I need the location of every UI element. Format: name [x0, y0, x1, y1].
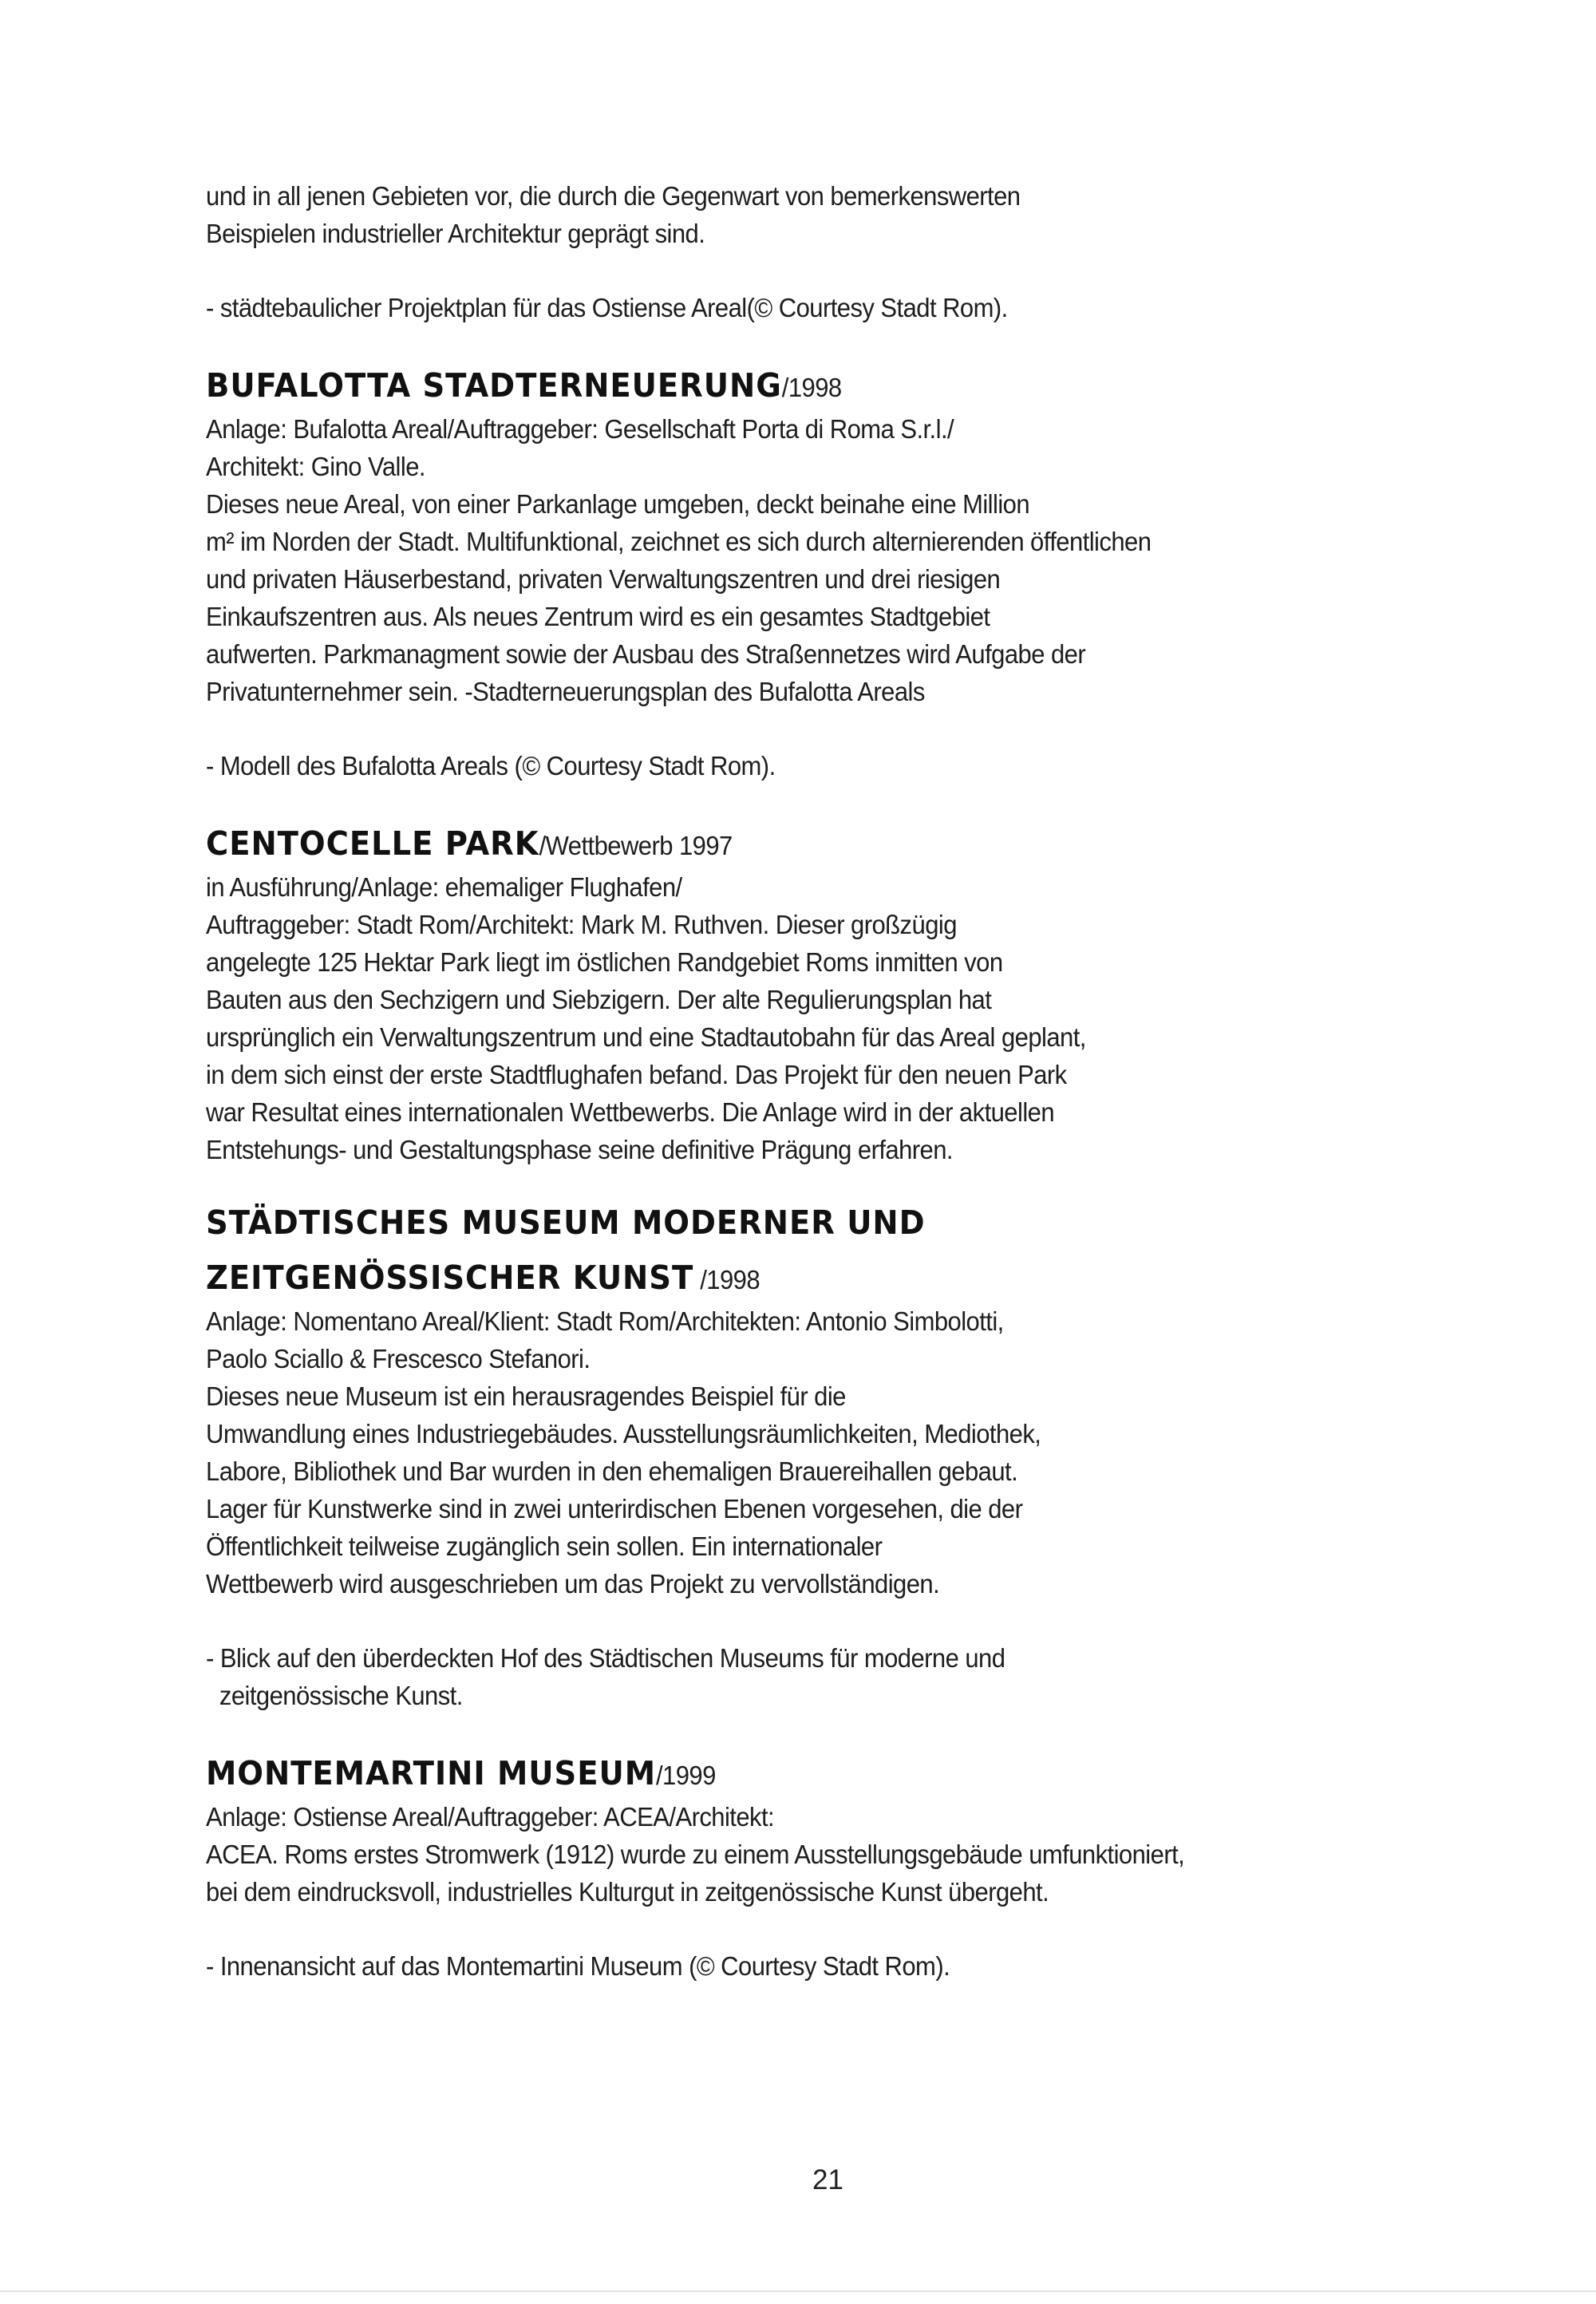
text-line: Entstehungs- und Gestaltungsphase seine definitive Prägung erfahren. — [206, 1135, 953, 1164]
spacer — [206, 1714, 1363, 1751]
page-number: 21 — [812, 2164, 843, 2195]
text-line: Umwandlung eines Industriegebäudes. Ausstellungsräumlichkeiten, Mediothek, — [206, 1419, 1041, 1448]
text-line: war Resultat eines internationalen Wettbewerbs. Die Anlage wird in der aktuellen — [206, 1097, 1055, 1127]
section-heading — [206, 1751, 1363, 1798]
spacer — [206, 1168, 1363, 1200]
scan-edge-divider — [0, 2290, 1596, 2292]
text-line: Privatunternehmer sein. -Stadterneuerungsplan des Bufalotta Areals — [206, 677, 925, 706]
spacer — [206, 710, 1363, 747]
section-heading — [206, 1200, 1363, 1302]
section-body — [206, 868, 1363, 1168]
text-line: Architekt: Gino Valle. — [206, 452, 425, 481]
text-line: und in all jenen Gebieten vor, die durch die Gegenwart von bemerkenswerten — [206, 181, 1021, 211]
spacer — [206, 326, 1363, 363]
text-line: angelegte 125 Hektar Park liegt im östlichen Randgebiet Roms inmitten von — [206, 947, 1003, 977]
caption-line: zeitgenössische Kunst. — [219, 1681, 463, 1710]
image-caption — [206, 1639, 1363, 1714]
text-line: Paolo Sciallo & Frescesco Stefanori. — [206, 1344, 591, 1373]
text-line: und privaten Häuserbestand, privaten Verwaltungszentren und drei riesigen — [206, 564, 1001, 594]
section-montemartini — [206, 1751, 1363, 1985]
spacer — [206, 252, 1363, 289]
text-line: Beispielen industrieller Architektur geprägt sind. — [206, 219, 705, 248]
section-body — [206, 410, 1363, 710]
image-caption: - Innenansicht auf das Montemartini Museum (© Courtesy Stadt Rom). — [206, 1951, 950, 1981]
heading-year: /1999 — [656, 1761, 716, 1790]
heading-year: /1998 — [693, 1265, 760, 1294]
text-line: in dem sich einst der erste Stadtflughafen befand. Das Projekt für den neuen Park — [206, 1060, 1067, 1089]
section-heading — [206, 821, 1363, 868]
image-caption: - Modell des Bufalotta Areals (© Courtesy Stadt Rom). — [206, 751, 776, 781]
section-body — [206, 1798, 1363, 1911]
section-heading — [206, 363, 1363, 410]
heading-year: /Wettbewerb 1997 — [539, 831, 733, 860]
text-line: bei dem eindrucksvoll, industrielles Kulturgut in zeitgenössische Kunst übergeht. — [206, 1877, 1049, 1907]
text-line: aufwerten. Parkmanagment sowie der Ausbau des Straßennetzes wird Aufgabe der — [206, 639, 1086, 669]
section-body — [206, 1302, 1363, 1603]
heading-title: CENTOCELLE PARK — [206, 824, 539, 863]
heading-title-line2: ZEITGENÖSSISCHER KUNST — [206, 1259, 694, 1297]
text-line: ACEA. Roms erstes Stromwerk (1912) wurde zu einem Ausstellungsgebäude umfunktioniert, — [206, 1840, 1185, 1869]
text-line: Bauten aus den Sechzigern und Siebzigern. Der alte Regulierungsplan hat — [206, 985, 992, 1014]
text-line: Dieses neue Areal, von einer Parkanlage umgeben, deckt beinahe eine Million — [206, 489, 1030, 519]
image-caption: - städtebaulicher Projektplan für das Ostiense Areal(© Courtesy Stadt Rom). — [206, 293, 1008, 322]
section-bufalotta — [206, 363, 1363, 784]
text-line: Wettbewerb wird ausgeschrieben um das Projekt zu vervollständigen. — [206, 1569, 940, 1599]
section-centocelle — [206, 821, 1363, 1168]
text-line: Auftraggeber: Stadt Rom/Architekt: Mark M. Ruthven. Dieser großzügig — [206, 910, 957, 939]
text-line: Dieses neue Museum ist ein herausragendes Beispiel für die — [206, 1381, 846, 1411]
text-line: Anlage: Bufalotta Areal/Auftraggeber: Gesellschaft Porta di Roma S.r.l./ — [206, 414, 954, 444]
caption-line: - Blick auf den überdeckten Hof des Städtischen Museums für moderne und — [206, 1643, 1005, 1673]
text-line: Öffentlichkeit teilweise zugänglich sein sollen. Ein internationaler — [206, 1531, 883, 1561]
text-line: Einkaufszentren aus. Als neues Zentrum wird es ein gesamtes Stadtgebiet — [206, 602, 990, 631]
text-line: in Ausführung/Anlage: ehemaliger Flughafen/ — [206, 872, 682, 902]
section-museum-modern-art — [206, 1200, 1363, 1714]
heading-title-line1: STÄDTISCHES MUSEUM MODERNER UND — [206, 1203, 926, 1242]
text-line: Lager für Kunstwerke sind in zwei unterirdischen Ebenen vorgesehen, die der — [206, 1494, 1023, 1523]
text-line: ursprünglich ein Verwaltungszentrum und eine Stadtautobahn für das Areal geplant, — [206, 1022, 1086, 1052]
text-line: Anlage: Nomentano Areal/Klient: Stadt Rom/Architekten: Antonio Simbolotti, — [206, 1306, 1004, 1336]
heading-title: BUFALOTTA STADTERNEUERUNG — [206, 366, 782, 405]
page-content — [206, 177, 1363, 1985]
spacer — [206, 1911, 1363, 1947]
intro-paragraph — [206, 177, 1363, 252]
text-line: Labore, Bibliothek und Bar wurden in den ehemaligen Brauereihallen gebaut. — [206, 1456, 1018, 1486]
heading-title: MONTEMARTINI MUSEUM — [206, 1754, 656, 1792]
spacer — [206, 784, 1363, 821]
spacer — [206, 1603, 1363, 1639]
text-line: m² im Norden der Stadt. Multifunktional, zeichnet es sich durch alternierenden öffentlichen — [206, 527, 1152, 556]
text-line: Anlage: Ostiense Areal/Auftraggeber: ACEA/Architekt: — [206, 1802, 775, 1832]
heading-year: /1998 — [781, 373, 842, 402]
